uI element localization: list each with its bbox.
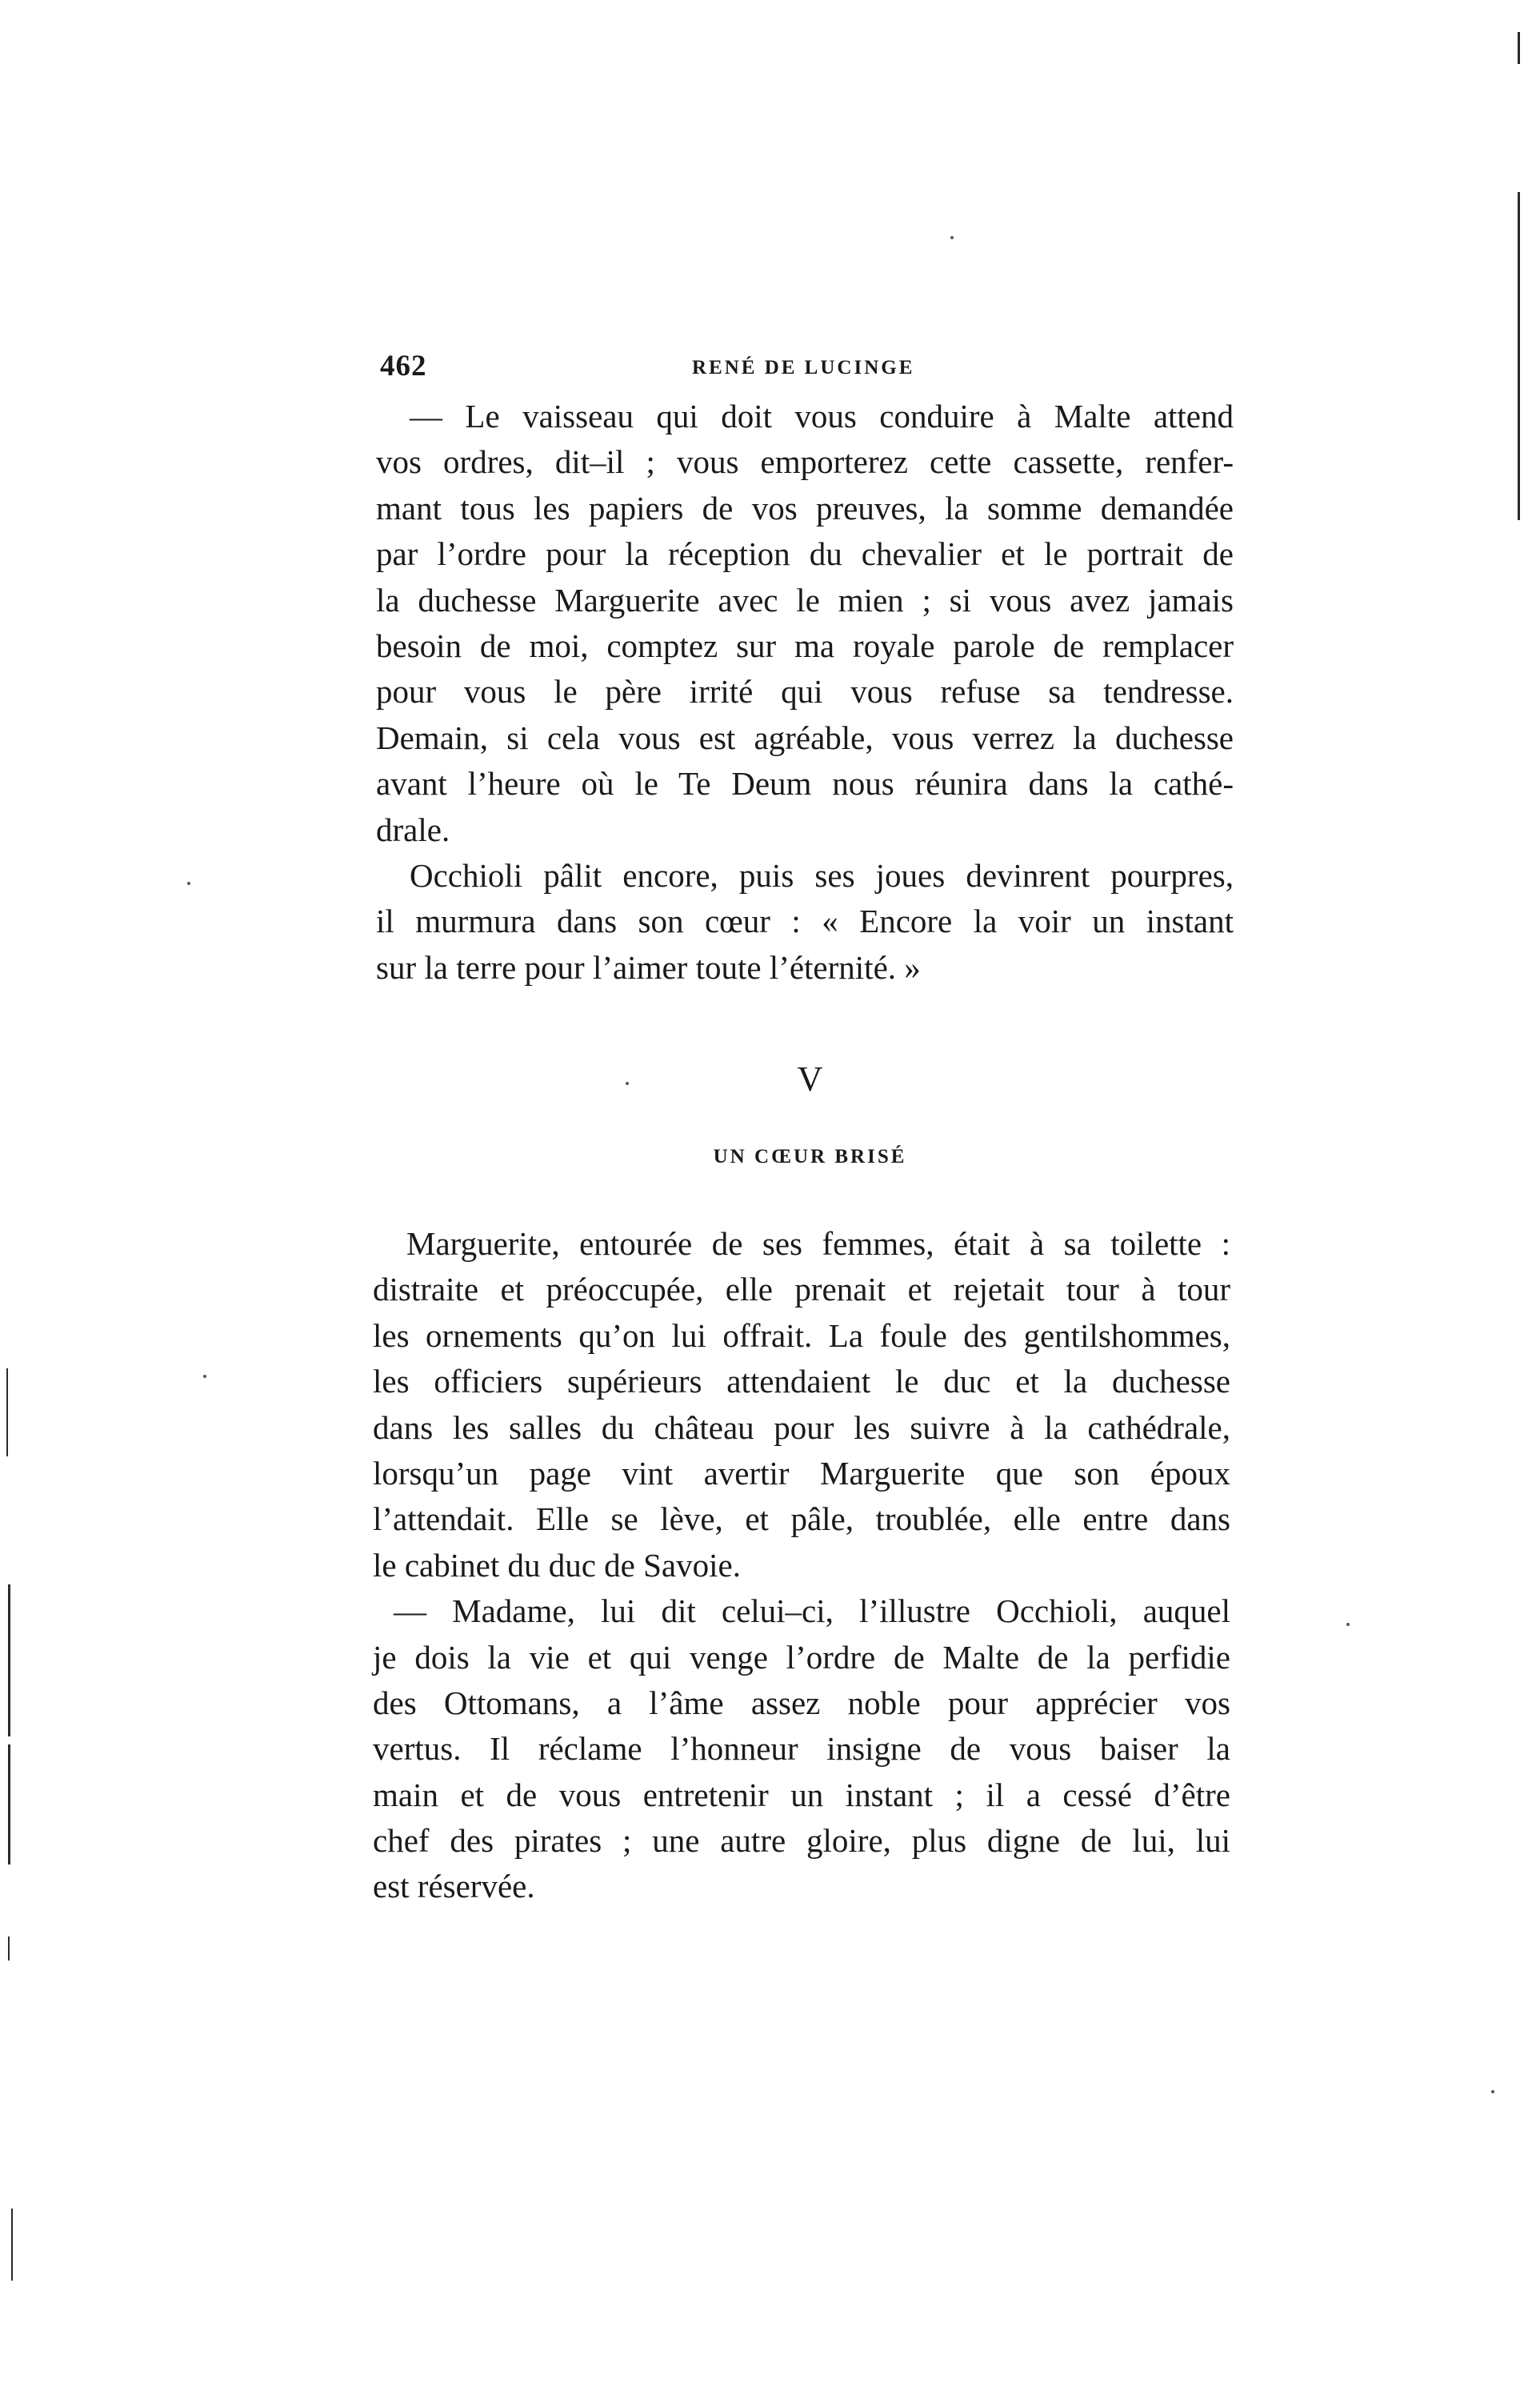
text-line: par l’ordre pour la réception du chevalier et le portrait de [376, 535, 1234, 573]
text-line: dans les salles du château pour les suivre à la cathédrale, [373, 1408, 1230, 1446]
text-line: mant tous les papiers de vos preuves, la somme demandée [376, 489, 1234, 527]
scan-margin-line [1518, 32, 1520, 64]
chapter-number: V [797, 1059, 823, 1099]
text-line: les officiers supérieurs attendaient le duc et la duchesse [373, 1363, 1230, 1400]
text-line: Occhioli pâlit encore, puis ses joues devinrent pourpres, [410, 856, 1234, 894]
scan-margin-line [8, 1584, 10, 1736]
running-head [380, 349, 1232, 387]
text-line: pour vous le père irrité qui vous refuse sa tendresse. [376, 673, 1234, 711]
text-line: distraite et préoccupée, elle prenait et rejetait tour à tour [373, 1271, 1230, 1308]
text-line: sur la terre pour l’aimer toute l’éternité. » [376, 948, 921, 986]
scan-margin-line [8, 1936, 10, 1960]
section-one-text [376, 394, 1234, 991]
text-line: — Le vaisseau qui doit vous conduire à Malte attend [410, 398, 1234, 435]
text-line: avant l’heure où le Te Deum nous réunira dans la cathé- [376, 765, 1234, 803]
text-line: je dois la vie et qui venge l’ordre de Malte de la perfidie [373, 1638, 1230, 1676]
text-line: chef des pirates ; une autre gloire, plus digne de lui, lui [373, 1822, 1230, 1860]
scan-speck [187, 882, 190, 885]
scan-margin-line [11, 2209, 13, 2281]
scan-speck [1491, 2090, 1494, 2093]
text-line: des Ottomans, a l’âme assez noble pour apprécier vos [373, 1684, 1230, 1721]
text-line: Marguerite, entourée de ses femmes, était à sa toilette : [406, 1225, 1230, 1262]
text-line: la duchesse Marguerite avec le mien ; si vous avez jamais [376, 581, 1234, 619]
text-line: vos ordres, dit–il ; vous emporterez cette cassette, renfer- [376, 443, 1234, 481]
text-line: il murmura dans son cœur : « Encore la voir un instant [376, 903, 1234, 940]
scan-speck [203, 1375, 206, 1378]
text-line: drale. [376, 811, 450, 848]
scan-margin-line [8, 1744, 10, 1864]
text-line: les ornements qu’on lui offrait. La foule des gentilshommes, [373, 1316, 1230, 1354]
scan-speck [1346, 1623, 1350, 1626]
scan-speck [626, 1082, 629, 1085]
text-line: main et de vous entretenir un instant ; il a cessé d’être [373, 1776, 1230, 1813]
page-number: 462 [380, 350, 427, 382]
text-line: Demain, si cela vous est agréable, vous verrez la duchesse [376, 719, 1234, 756]
text-line: lorsqu’un page vint avertir Marguerite que son époux [373, 1454, 1230, 1492]
scan-margin-line [1518, 192, 1520, 520]
section-two-text [373, 1221, 1230, 1910]
running-title: RENÉ DE LUCINGE [692, 357, 915, 378]
scan-speck [950, 236, 954, 239]
text-line: l’attendait. Elle se lève, et pâle, troublée, elle entre dans [373, 1500, 1230, 1538]
text-line: — Madame, lui dit celui–ci, l’illustre Occhioli, auquel [394, 1592, 1230, 1630]
text-line: besoin de moi, comptez sur ma royale parole de remplacer [376, 627, 1234, 664]
text-line: le cabinet du duc de Savoie. [373, 1546, 741, 1584]
text-line: vertus. Il réclame l’honneur insigne de vous baiser la [373, 1730, 1230, 1768]
text-line: est réservée. [373, 1868, 535, 1905]
chapter-title: UN CŒUR BRISÉ [713, 1146, 907, 1167]
scan-margin-line [6, 1368, 8, 1456]
